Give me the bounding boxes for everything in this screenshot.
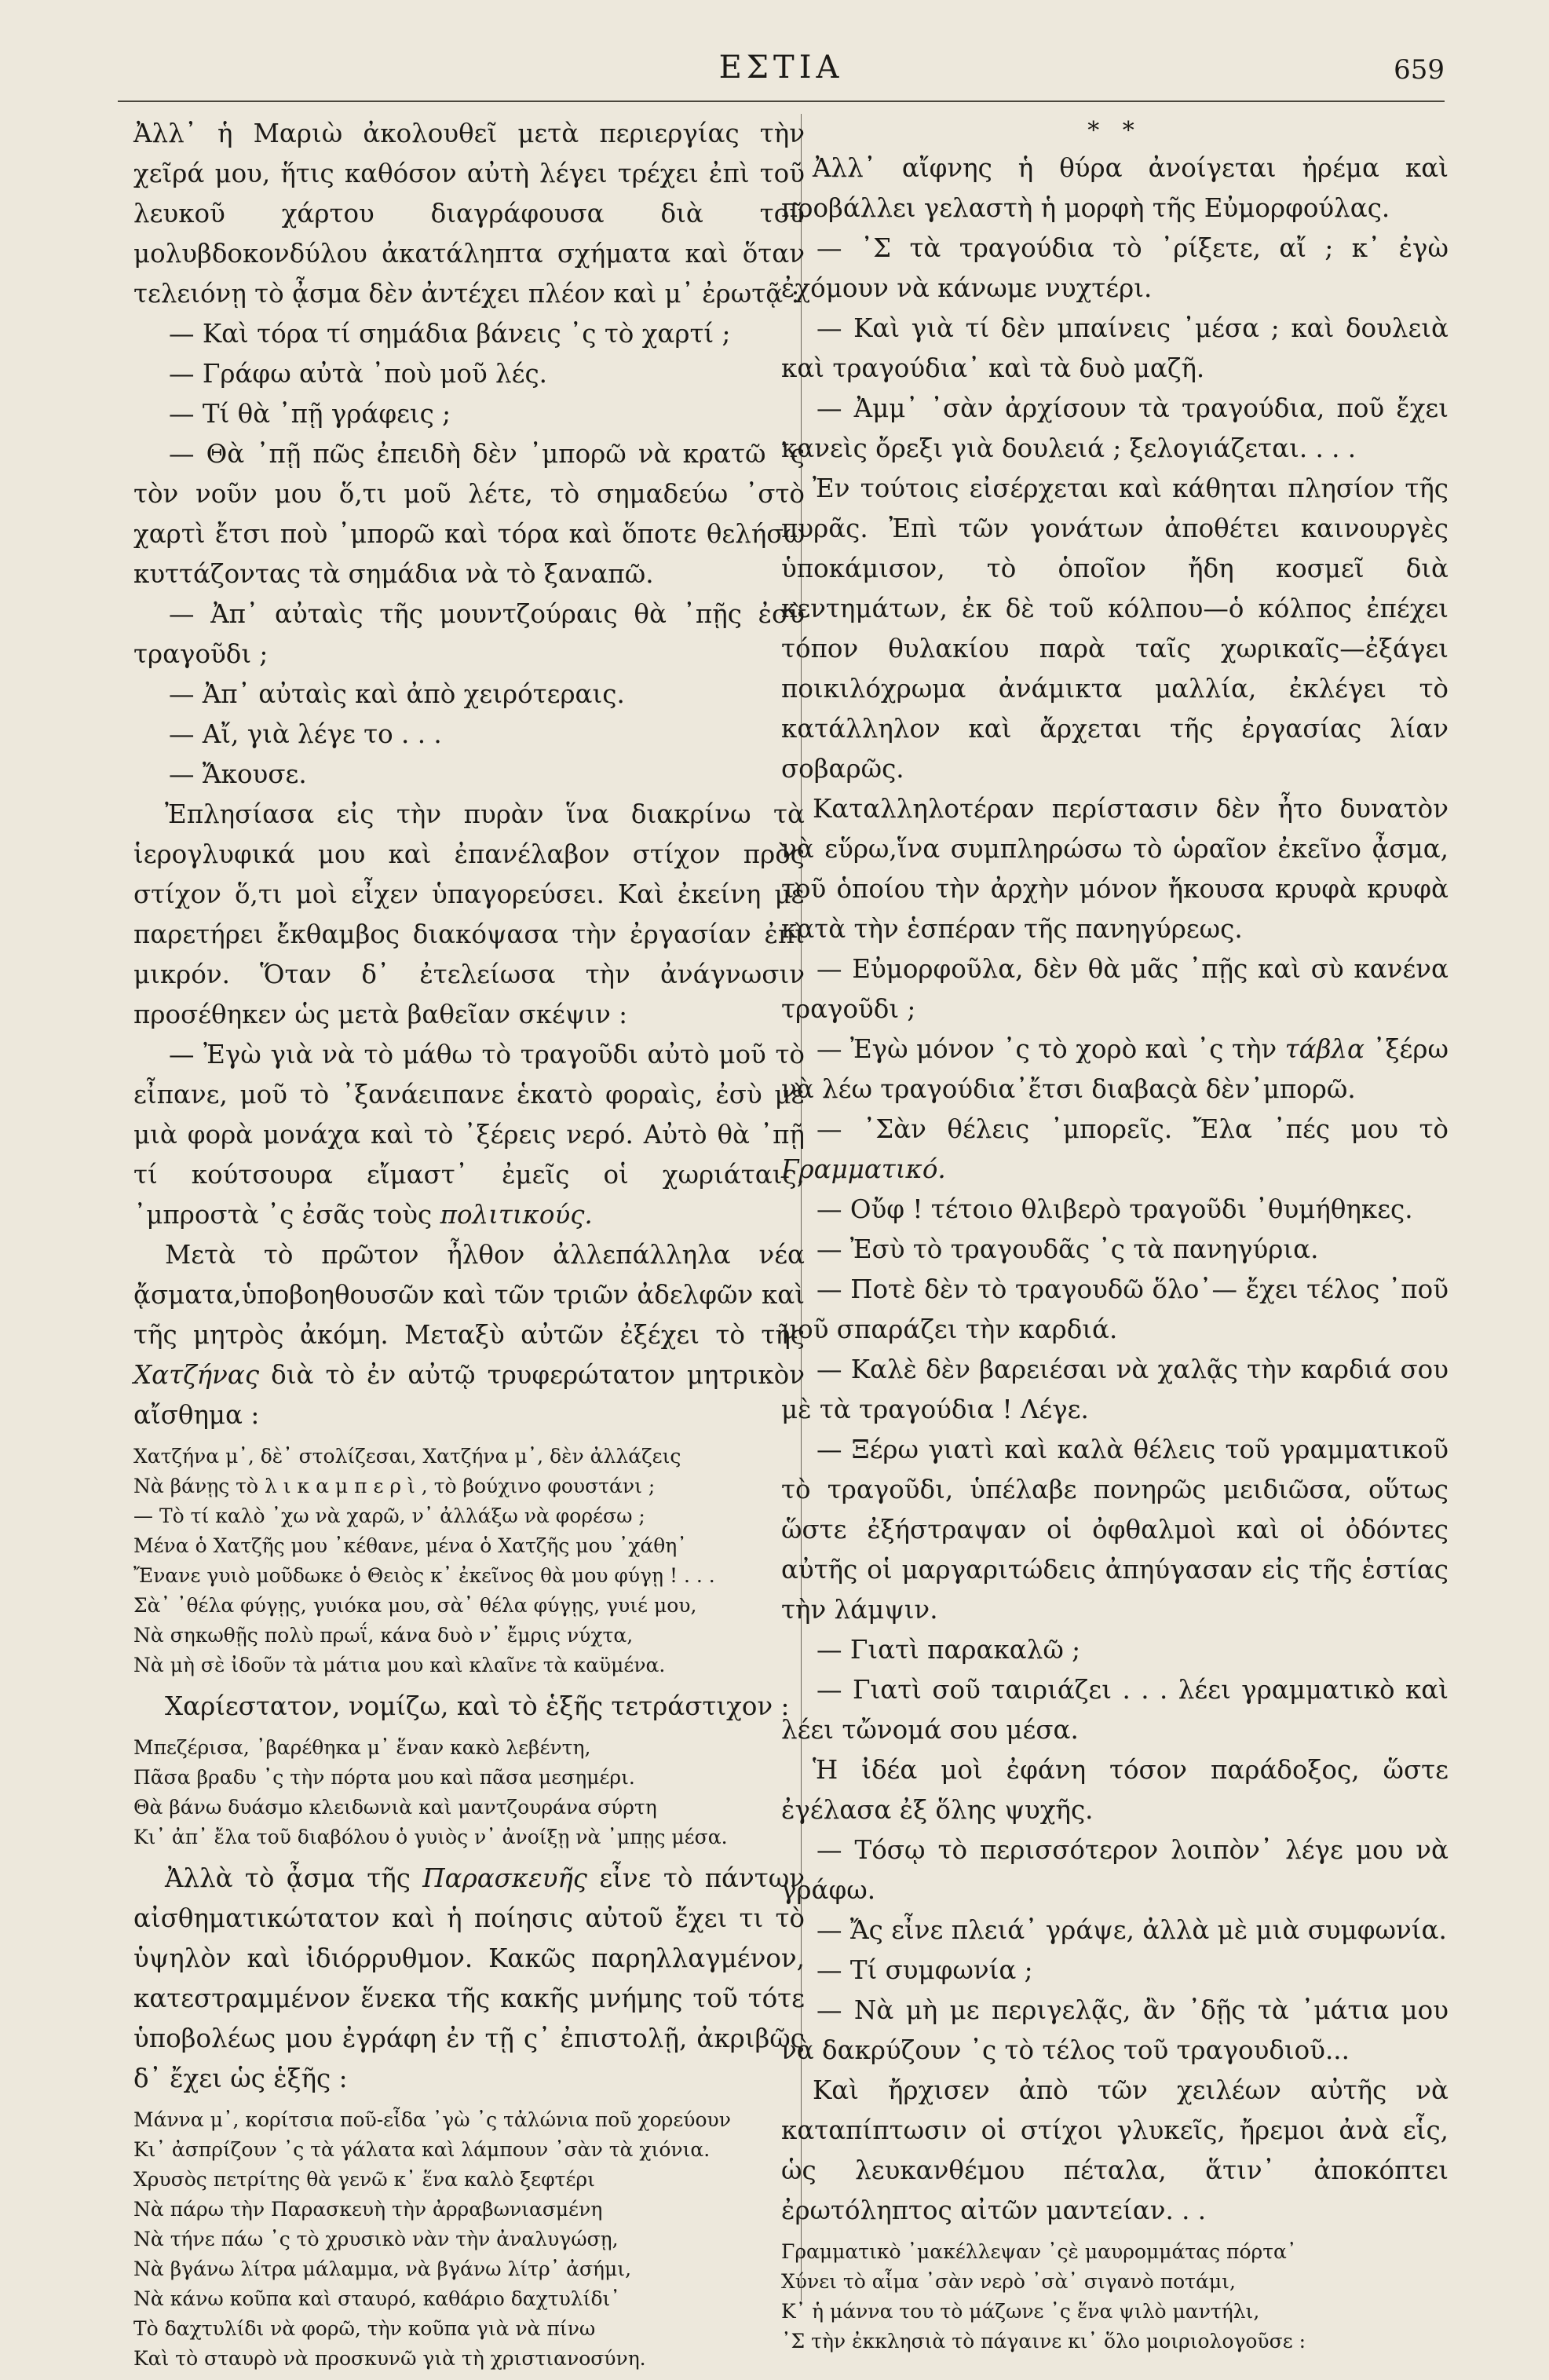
verse-block — [133, 1733, 805, 1852]
verse-block — [133, 1442, 805, 1680]
header-rule — [118, 101, 1445, 102]
right-column — [781, 114, 1449, 2363]
dialogue-line: — Γιατὶ σοῦ ταιριάζει . . . λέει γραμματικὸ καὶ λέει τὤνομά σου μέσα. — [781, 1675, 1449, 1745]
journal-title: ΕΣΤΙΑ — [718, 49, 844, 86]
dialogue-line: — Νὰ μὴ με περιγελᾷς, ἂν ᾽δῇς τὰ ᾽μάτια μου νὰ δακρύζουν ᾽ς τὸ τέλος τοῦ τραγουδιοῦ... — [781, 1995, 1449, 2065]
verse-line: Νὰ πάρω τὴν Παρασκευὴ τὴν ἀρραβωνιασμένη — [133, 2198, 603, 2221]
paragraph: Ἡ ἰδέα μοὶ ἐφάνη τόσον παράδοξος, ὥστε ἐγέλασα ἐξ ὅλης ψυχῆς. — [781, 1755, 1449, 1825]
verse-line: Ἔνανε γυιὸ μοῦδωκε ὁ Θειὸς κ᾽ ἐκεῖνος θὰ μου φύγῃ ! . . . — [133, 1564, 715, 1587]
dialogue-line: — Αἴ, γιὰ λέγε το . . . — [169, 719, 442, 749]
text-span: — Ἐγὼ μόνον ᾽ς τὸ χορὸ καὶ ᾽ς τὴν — [817, 1034, 1277, 1064]
verse-line: Κι᾽ ἀπ᾽ ἔλα τοῦ διαβόλου ὁ γυιὸς ν᾽ ἀνοίξῃ νὰ ᾽μπῃς μέσα. — [133, 1826, 728, 1848]
verse-line: ᾽Σ τὴν ἐκκλησιὰ τὸ πάγαινε κι᾽ ὅλο μοιριολογοῦσε : — [781, 2330, 1306, 2353]
page-header — [118, 43, 1445, 98]
verse-block — [133, 2105, 805, 2374]
text-span: Ἀλλὰ τὸ ᾆσμα τῆς — [165, 1863, 411, 1893]
dialogue-line: — Ἐσὺ τὸ τραγουδᾶς ᾽ς τὰ πανηγύρια. — [817, 1234, 1319, 1264]
verse-line: Μένα ὁ Χατζῆς μου ᾽κέθανε, μένα ὁ Χατζῆς μου ᾽χάθη᾽ — [133, 1534, 687, 1557]
verse-line: Νὰ μὴ σὲ ἰδοῦν τὰ μάτια μου καὶ κλαῖνε τὰ καϋμένα. — [133, 1654, 666, 1676]
dialogue-line: — Τί συμφωνία ; — [817, 1955, 1033, 1985]
dialogue-line: — Ποτὲ δὲν τὸ τραγουδῶ ὅλο᾽— ἔχει τέλος ᾽ποῦ μοῦ σπαράζει τὴν καρδιά. — [781, 1274, 1449, 1344]
paragraph: Καταλληλοτέραν περίστασιν δὲν ἦτο δυνατὸν νὰ εὕρω,ἵνα συμπληρώσω τὸ ὡραῖον ἐκεῖνο ᾆσμα, τοῦ ὁποίου τὴν ἀρχὴν μόνον ἤκουσα κρυφὰ κρυφὰ κατὰ τὴν ἑσπέραν τῆς πανηγύρεως. — [781, 794, 1449, 944]
dialogue-line: — Ἀπ᾽ αὐταὶς καὶ ἀπὸ χειρότεραις. — [169, 679, 625, 709]
paragraph: Ἀλλ᾽ αἴφνης ἡ θύρα ἀνοίγεται ἠρέμα καὶ προβάλλει γελαστὴ ἡ μορφὴ τῆς Εὐμορφούλας. — [781, 153, 1449, 223]
dialogue-line: — Ἄς εἶνε πλειά᾽ γράψε, ἀλλὰ μὲ μιὰ συμφωνία. — [817, 1915, 1447, 1945]
text-span: ᾽ξέρω νὰ λέω τραγούδια᾽ἔτσι διαβαςὰ δὲν᾽μπορῶ. — [781, 1034, 1449, 1104]
verse-line: Νὰ σηκωθῇς πολὺ πρωΐ, κάνα δυὸ ν᾽ ἔμρις νύχτα, — [133, 1624, 634, 1647]
verse-line: Κ᾽ ἡ μάννα του τὸ μάζωνε ᾽ς ἕνα ψιλὸ μαντήλι, — [781, 2300, 1260, 2323]
section-separator: * * — [1087, 117, 1142, 144]
verse-line: Καὶ τὸ σταυρὸ νὰ προσκυνῶ γιὰ τὴ χριστιανοσύνη. — [133, 2347, 646, 2370]
verse-line: Θὰ βάνω δυάσμο κλειδωνιὰ καὶ μαντζουράνα σύρτη — [133, 1796, 657, 1819]
left-column — [133, 114, 805, 2380]
verse-line: Χατζήνα μ᾽, δὲ᾽ στολίζεσαι, Χατζήνα μ᾽, δὲν ἀλλάζεις — [133, 1445, 681, 1468]
verse-line: Τὸ δαχτυλίδι νὰ φορῶ, τὴν κοῦπα γιὰ νὰ πίνω — [133, 2317, 596, 2340]
dialogue-line: — Τί θὰ ᾽πῇ γράφεις ; — [169, 399, 451, 429]
text-span: εἶνε τὸ πάντων αἰσθηματικώτατον καὶ ἡ ποίησις αὐτοῦ ἔχει τι τὸ ὑψηλὸν καὶ ἰδιόρρυθμον. Κακῶς παρηλλαγμένον, κατεστραμμένον ἕνεκα τῆς κακῆς μνήμης τοῦ τότε ὑποβολέως μου ἐγράφη ἐν τῇ ς᾽ ἐπιστολῇ, ἀκριβῶς δ᾽ ἔχει ὡς ἑξῆς : — [133, 1863, 805, 2093]
verse-line: Χρυσὸς πετρίτης θὰ γενῶ κ᾽ ἕνα καλὸ ξεφτέρι — [133, 2168, 595, 2191]
dialogue-line — [781, 1029, 1449, 1110]
dialogue-line: — Εὐμορφοῦλα, δὲν θὰ μᾶς ᾽πῇς καὶ σὺ κανένα τραγοῦδι ; — [781, 954, 1449, 1024]
paragraph: Ἐν τούτοις εἰσέρχεται καὶ κάθηται πλησίον τῆς πυρᾶς. Ἐπὶ τῶν γονάτων ἀποθέτει καινουργὲς ὑποκάμισον, τὸ ὁποῖον ἤδη κοσμεῖ διὰ κεντημάτων, ἐκ δὲ τοῦ κόλπου—ὁ κόλπος ἐπέχει τόπον θυλακίου παρὰ ταῖς χωρικαῖς—ἐξάγει ποικιλόχρωμα ἀνάμικτα μαλλία, ἐκλέγει τὸ κατάλληλον καὶ ἄρχεται τῆς ἐργασίας λίαν σοβαρῶς. — [781, 473, 1449, 784]
verse-line: Πᾶσα βραδυ ᾽ς τὴν πόρτα μου καὶ πᾶσα μεσημέρι. — [133, 1766, 635, 1789]
dialogue-line: — Ξέρω γιατὶ καὶ καλὰ θέλεις τοῦ γραμματικοῦ τὸ τραγοῦδι, ὑπέλαβε πονηρῶς μειδιῶσα, οὕτως ὥστε ἐξήστραψαν οἱ ὀφθαλμοὶ καὶ οἱ ὀδόντες αὐτῆς οἱ μαργαριτώδεις ἀπηύγασαν εἰς τῆς ἑστίας τὴν λάμψιν. — [781, 1435, 1449, 1625]
dialogue-line: — Ἀπ᾽ αὐταὶς τῆς μουντζούραις θὰ ᾽πῇς ἐσὺ τραγοῦδι ; — [133, 599, 805, 669]
verse-line: Νὰ βάνῃς τὸ λ ι κ α μ π ε ρ ὶ , τὸ βούχινο φουστάνι ; — [133, 1475, 656, 1497]
verse-line: Νὰ τήνε πάω ᾽ς τὸ χρυσικὸ νὰν τὴν ἀναλυγώσῃ, — [133, 2228, 619, 2250]
dialogue-line: — Γιατὶ παρακαλῶ ; — [817, 1635, 1081, 1665]
page-number: 659 — [1394, 54, 1445, 86]
italic-word: Παρασκευῆς — [422, 1863, 588, 1893]
verse-block — [781, 2237, 1449, 2356]
dialogue-line: — ᾽Σ τὰ τραγούδια τὸ ᾽ρίξετε, αἴ ; κ᾽ ἐγὼ ἐχόμουν νὰ κάνωμε νυχτέρι. — [781, 233, 1449, 303]
verse-line: Μάννα μ᾽, κορίτσια ποῦ-εἶδα ᾽γὼ ᾽ς τἀλώνια ποῦ χορεύουν — [133, 2108, 731, 2131]
verse-line: — Τὸ τί καλὸ ᾽χω νὰ χαρῶ, ν᾽ ἀλλάξω νὰ φορέσω ; — [133, 1504, 645, 1527]
verse-line: Γραμματικὸ ᾽μακέλλεψαν ᾽ςὲ μαυρομμάτας πόρτα᾽ — [781, 2240, 1297, 2263]
paragraph — [133, 1235, 805, 1435]
paragraph — [133, 1859, 805, 2099]
dialogue-line: — Καλὲ δὲν βαρειέσαι νὰ χαλᾷς τὴν καρδιά σου μὲ τὰ τραγούδια ! Λέγε. — [781, 1355, 1449, 1424]
dialogue-line — [781, 1110, 1449, 1190]
verse-line: Κι᾽ ἀσπρίζουν ᾽ς τὰ γάλατα καὶ λάμπουν ᾽σὰν τὰ χιόνια. — [133, 2138, 711, 2161]
dialogue-line: — Θὰ ᾽πῇ πῶς ἐπειδὴ δὲν ᾽μπορῶ νὰ κρατῶ ᾽ς τὸν νοῦν μου ὅ,τι μοῦ λέτε, τὸ σημαδεύω ᾽στὸ χαρτὶ ἔτσι ποὺ ᾽μπορῶ καὶ τόρα καὶ ὅποτε θελήσω κυττάζοντας τὰ σημάδια νὰ τὸ ξαναπῶ. — [133, 439, 805, 589]
verse-line: Νὰ κάνω κοῦπα καὶ σταυρό, καθάριο δαχτυλίδι᾽ — [133, 2287, 620, 2310]
italic-word: τάβλα — [1284, 1034, 1365, 1064]
verse-line: Μπεζέρισα, ᾽βαρέθηκα μ᾽ ἕναν κακὸ λεβέντη, — [133, 1736, 591, 1759]
text-span: διὰ τὸ ἐν αὐτῷ τρυφερώτατον μητρικὸν αἴσθημα : — [133, 1360, 805, 1430]
verse-line: Σὰ᾽ ᾽θέλα φύγῃς, γυιόκα μου, σὰ᾽ θέλα φύγῃς, γυιέ μου, — [133, 1594, 697, 1617]
italic-word: πολιτικούς. — [440, 1200, 593, 1230]
italic-word: Γραμματικό. — [781, 1154, 946, 1184]
dialogue-line: — Καὶ γιὰ τί δὲν μπαίνεις ᾽μέσα ; καὶ δουλειὰ καὶ τραγούδια᾽ καὶ τὰ δυὸ μαζῆ. — [781, 313, 1449, 383]
dialogue-line: — Τόσῳ τὸ περισσότερον λοιπὸν᾽ λέγε μου νὰ γράφω. — [781, 1835, 1449, 1905]
dialogue-line: — Γράφω αὐτὰ ᾽ποὺ μοῦ λές. — [169, 359, 547, 389]
paragraph: Ἐπλησίασα εἰς τὴν πυρὰν ἵνα διακρίνω τὰ ἱερογλυφικά μου καὶ ἐπανέλαβον στίχον πρὸς στίχον ὅ,τι μοὶ εἶχεν ὑπαγορεύσει. Καὶ ἐκείνη μὲ παρετήρει ἔκθαμβος διακόψασα τὴν ἐργασίαν ἐπὶ μικρόν. Ὅταν δ᾽ ἐτελείωσα τὴν ἀνάγνωσιν προσέθηκεν ὡς μετὰ βαθεῖαν σκέψιν : — [133, 799, 805, 1029]
dialogue-line: — Οὔφ ! τέτοιο θλιβερὸ τραγοῦδι ᾽θυμήθηκες. — [817, 1194, 1413, 1224]
verse-line: Νὰ βγάνω λίτρα μάλαμμα, νὰ βγάνω λίτρ᾽ ἀσήμι, — [133, 2258, 632, 2280]
paragraph: Καὶ ἤρχισεν ἀπὸ τῶν χειλέων αὐτῆς νὰ καταπίπτωσιν οἱ στίχοι γλυκεῖς, ἤρεμοι ἀνὰ εἷς, ὡς λευκανθέμου πέταλα, ἅτιν᾽ ἀποκόπτει ἐρωτόληπτος αἰτῶν μαντείαν. . . — [781, 2075, 1449, 2225]
text-span: — ᾽Σὰν θέλεις ᾽μπορεῖς. Ἔλα ᾽πές μου τὸ — [817, 1114, 1449, 1144]
text-span: Μετὰ τὸ πρῶτον ἦλθον ἀλλεπάλληλα νέα ᾄσματα,ὑποβοηθουσῶν καὶ τῶν τριῶν ἀδελφῶν καὶ τῆς μητρὸς ἀκόμη. Μεταξὺ αὐτῶν ἐξέχει τὸ τῆς — [133, 1240, 805, 1350]
italic-word: Χατζήνας — [133, 1360, 260, 1390]
text-span: — Ἐγὼ γιὰ νὰ τὸ μάθω τὸ τραγοῦδι αὐτὸ μοῦ τὸ εἶπανε, μοῦ τὸ ᾽ξανάειπανε ἑκατὸ φοραὶς, ἐσὺ μὲ μιὰ φορὰ μονάχα καὶ τὸ ᾽ξέρεις νερό. Αὐτὸ θὰ ᾽πῇ τί κούτσουρα εἴμαστ᾽ ἐμεῖς οἱ χωριάταις, ᾽μπροστὰ ᾽ς ἐσᾶς τοὺς — [133, 1040, 805, 1230]
paragraph: Ἀλλ᾽ ἡ Μαριὼ ἀκολουθεῖ μετὰ περιεργίας τὴν χεῖρά μου, ἥτις καθόσον αὐτὴ λέγει τρέχει ἐπὶ τοῦ λευκοῦ χάρτου διαγράφουσα διὰ τοῦ μολυβδοκονδύλου ἀκατάληπτα σχήματα καὶ ὅταν τελειόνῃ τὸ ᾆσμα δὲν ἀντέχει πλέον καὶ μ᾽ ἐρωτᾷ : — [133, 119, 805, 309]
verse-line: Χύνει τὸ αἷμα ᾽σὰν νερὸ ᾽σὰ᾽ σιγανὸ ποτάμι, — [781, 2270, 1236, 2293]
dialogue-line — [133, 1035, 805, 1235]
dialogue-line: — Καὶ τόρα τί σημάδια βάνεις ᾽ς τὸ χαρτί ; — [169, 319, 731, 349]
dialogue-line: — Ἄκουσε. — [169, 759, 307, 789]
paragraph: Χαρίεστατον, νομίζω, καὶ τὸ ἑξῆς τετράστιχον : — [165, 1691, 790, 1721]
dialogue-line: — Ἀμμ᾽ ᾽σὰν ἀρχίσουν τὰ τραγούδια, ποῦ ἔχει κανεὶς ὄρεξι γιὰ δουλειά ; ξελογιάζεται. . . . — [781, 393, 1449, 463]
